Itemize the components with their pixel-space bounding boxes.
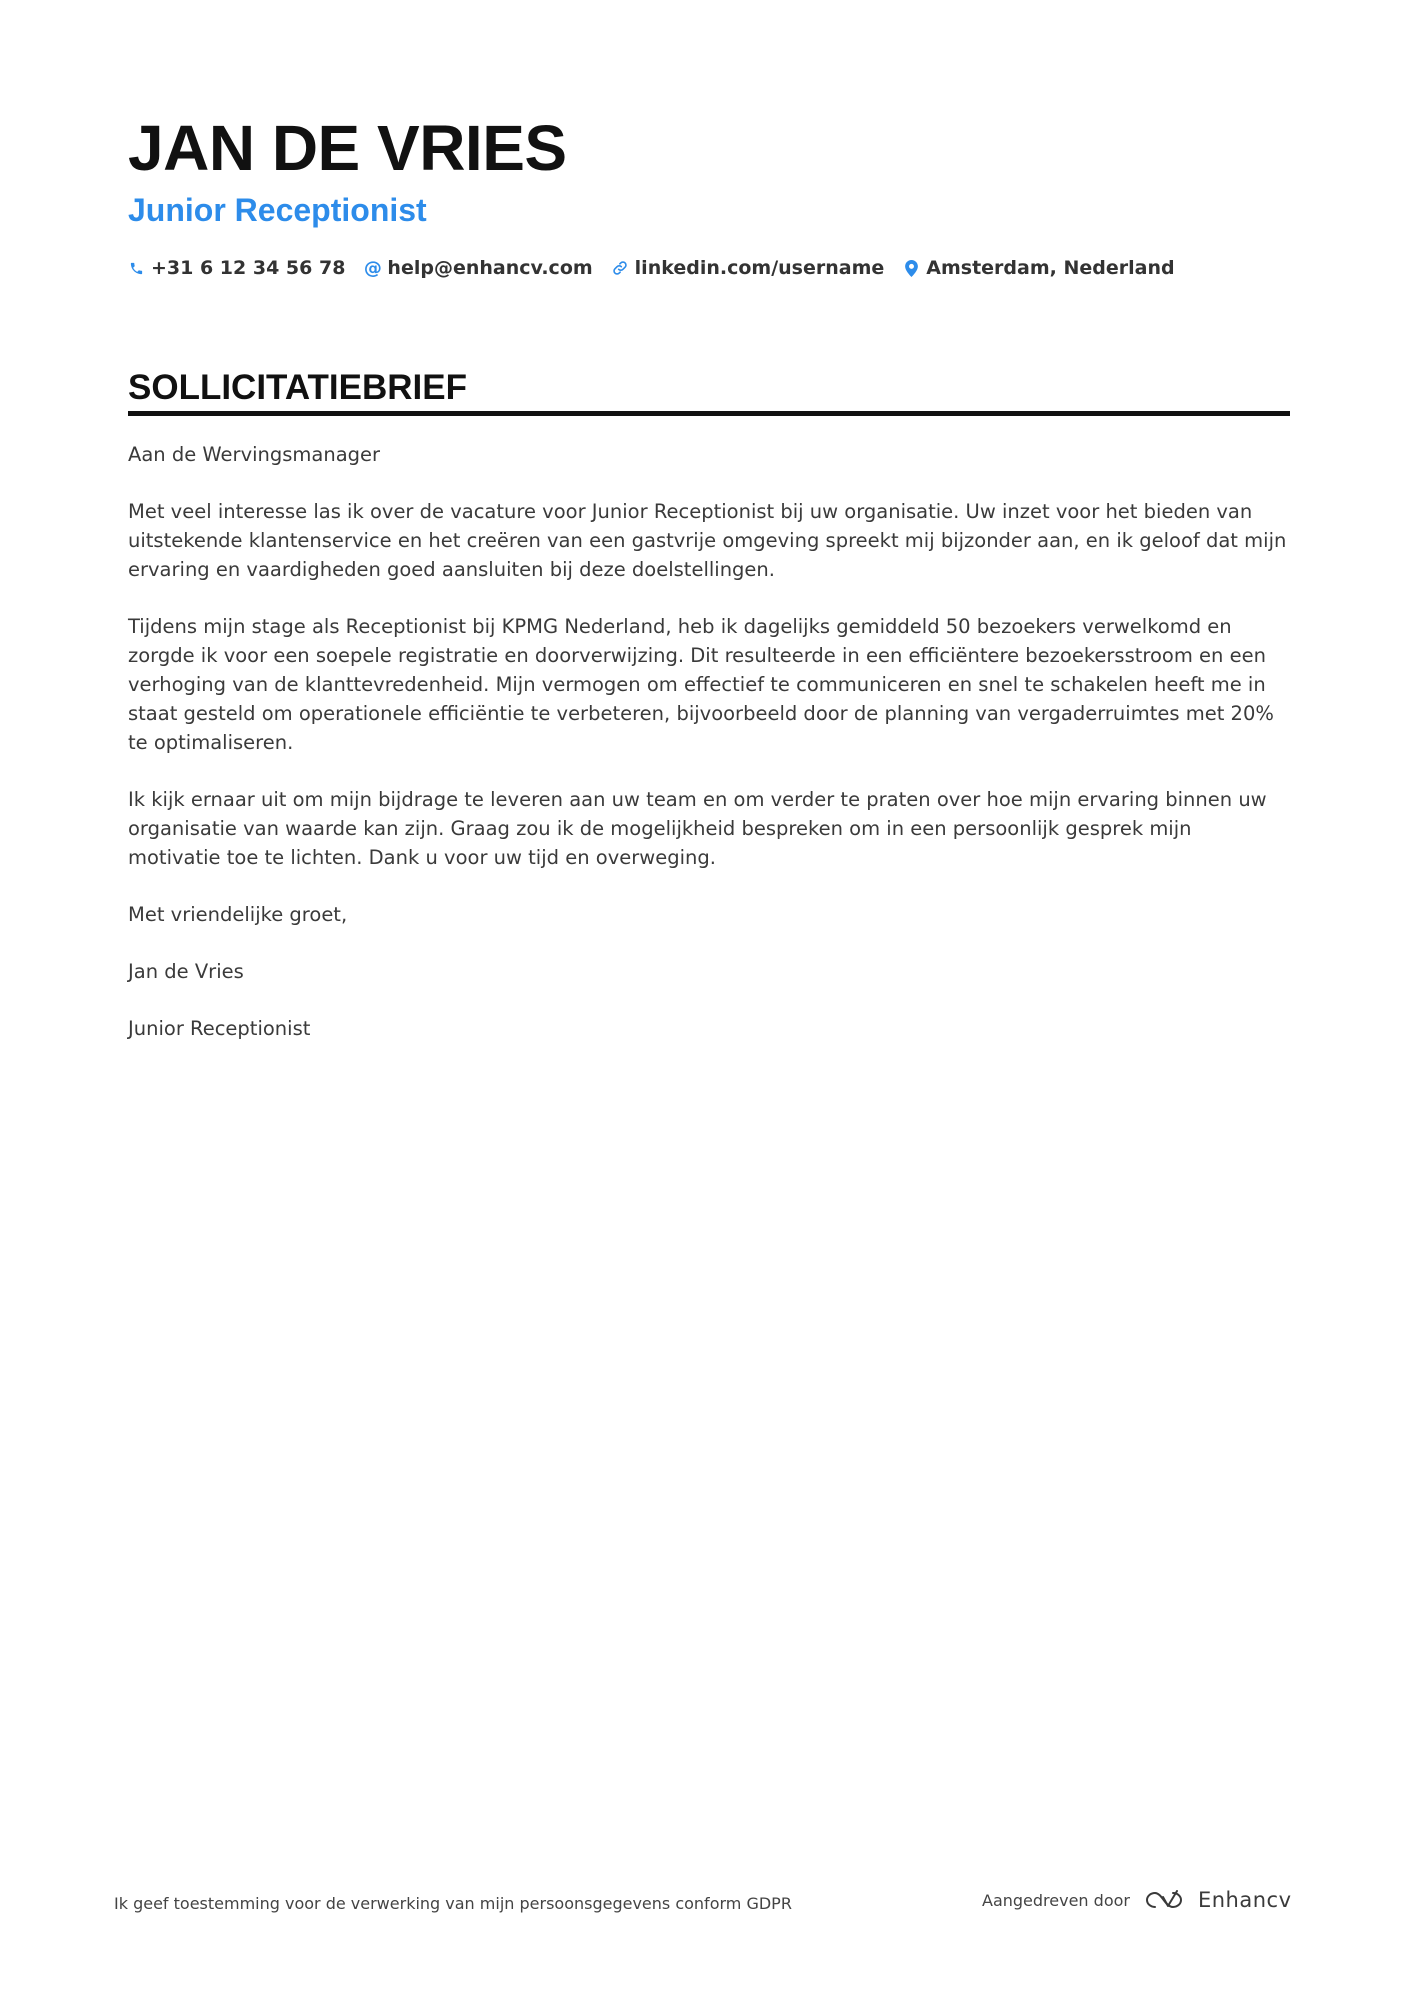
section-title: SOLLICITATIEBRIEF (128, 368, 467, 407)
letter-paragraph-3: Ik kijk ernaar uit om mijn bijdrage te leveren aan uw team en om verder te praten over hoe mijn ervaring binnen uw organisatie van waarde kan zijn. Graag zou ik de mogelijkheid bespreken om in een persoonlijk gesprek mijn motivatie toe te lichten. Dank u voor uw tijd en overweging. (128, 788, 1267, 869)
section-divider (128, 411, 1290, 416)
letter-closing: Met vriendelijke groet, (128, 903, 348, 926)
at-icon (364, 258, 381, 278)
letter-paragraph-2: Tijdens mijn stage als Receptionist bij KPMG Nederland, heb ik dagelijks gemiddeld 50 bezoekers verwelkomd en zorgde ik voor een soepele registratie en doorverwijzing. Dit resulteerde in een efficiëntere bezoekersstroom en een verhoging van de klanttevredenheid. Mijn vermogen om effectief te communiceren en snel te schakelen heeft me in staat gesteld om operationele efficiëntie te verbeteren, bijvoorbeeld door de planning van vergaderruimtes met 20% te optimaliseren. (128, 615, 1274, 754)
candidate-role: Junior Receptionist (128, 192, 427, 228)
contact-email-text: help@enhancv.com (387, 257, 593, 279)
contact-linkedin-text: linkedin.com/username (634, 257, 885, 279)
enhancv-logo-icon (1142, 1889, 1188, 1911)
contact-location-text: Amsterdam, Nederland (926, 257, 1175, 279)
letter-salutation: Aan de Wervingsmanager (128, 443, 381, 466)
link-icon (612, 258, 629, 278)
gdpr-consent: Ik geef toestemming voor de verwerking van mijn persoonsgegevens conform GDPR (114, 1894, 792, 1913)
signature-name: Jan de Vries (128, 960, 244, 983)
location-pin-icon (903, 258, 920, 278)
contact-bar (128, 252, 1194, 284)
contact-linkedin[interactable] (612, 257, 885, 279)
letter-paragraph-1: Met veel interesse las ik over de vacature voor Junior Receptionist bij uw organisatie. Uw inzet voor het bieden van uitstekende klantenservice en het creëren van een gastvrije omgeving spreekt mij bijzonder aan, en ik geloof dat mijn ervaring en vaardigheden goed aansluiten bij deze doelstellingen. (128, 500, 1287, 581)
candidate-name: JAN DE VRIES (128, 112, 567, 184)
contact-location (903, 257, 1174, 279)
powered-by-label: Aangedreven door (982, 1890, 1130, 1910)
brand-name: Enhancv (1197, 1888, 1292, 1912)
powered-by[interactable] (982, 1888, 1292, 1912)
at-symbol: @ (363, 257, 382, 279)
contact-phone-text: +31 6 12 34 56 78 (151, 257, 346, 279)
phone-icon (128, 258, 145, 278)
signature-role: Junior Receptionist (128, 1017, 311, 1040)
contact-phone[interactable] (128, 257, 345, 279)
letter-body (128, 440, 1290, 1071)
contact-email[interactable] (364, 257, 592, 279)
